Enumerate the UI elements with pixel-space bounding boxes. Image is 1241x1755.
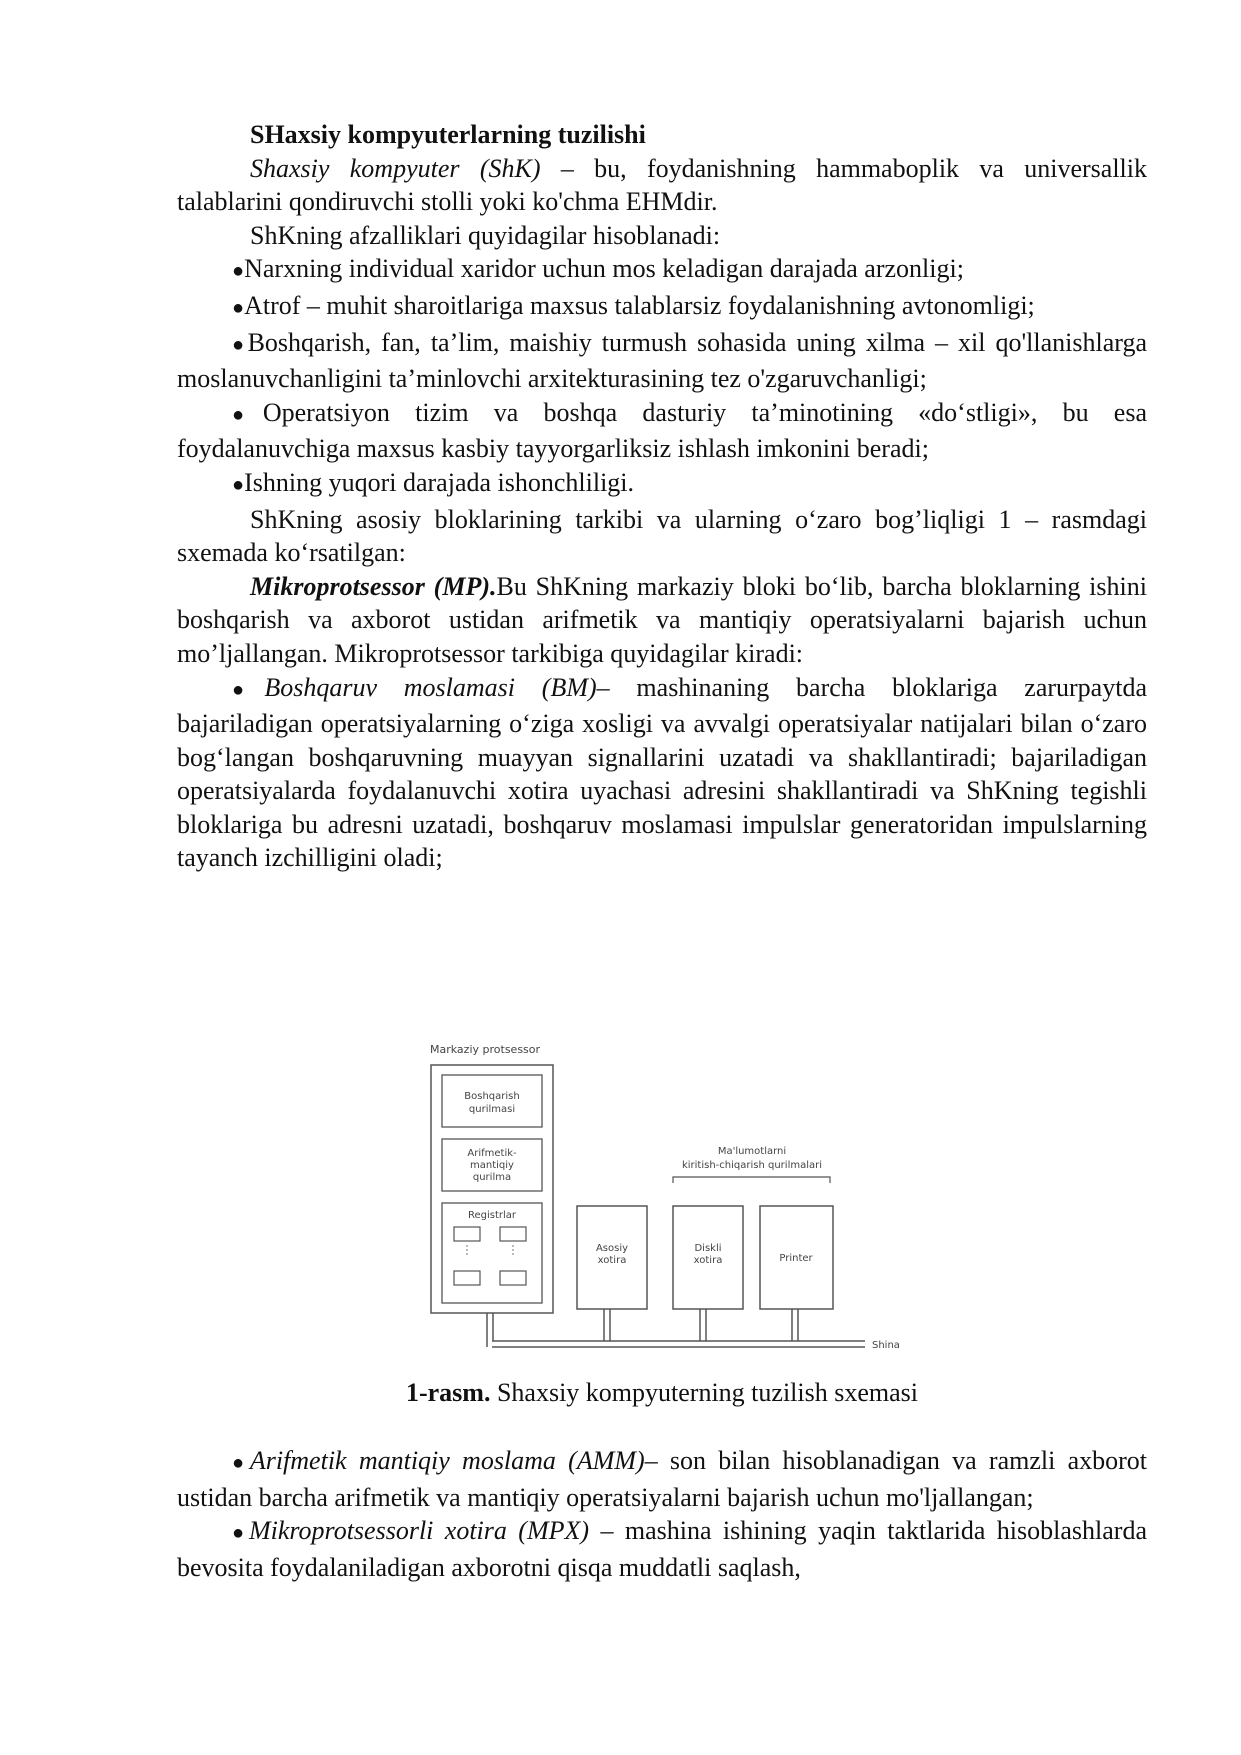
control-unit-label: Boshqarish [464,1091,520,1102]
list-item: ●Atrof – muhit sharoitlariga maxsus talablarsiz foydalanishning avtonomligi; [232,290,1035,320]
alu-label: mantiqiy [470,1160,514,1171]
bullet-icon: ● [232,473,245,496]
io-group-label: kiritish-chiqarish qurilmalari [681,1160,823,1171]
alu-label: qurilma [472,1172,512,1183]
disk-storage-label: xotira [693,1255,723,1266]
list-item: ●Narxning individual xaridor uchun mos keladigan darajada arzonligi; [232,254,964,284]
paragraph-definition [177,152,1147,219]
bullet-icon: ● [232,260,245,283]
section-heading: SHaxsiy kompyuterlarning tuzilishi [250,120,646,149]
list-item: ●Boshqarish, fan, ta’lim, maishiy turmush sohasida uning xilma – xil qo'llanishlarga moslanuvchanligini ta’minlovchi arxitekturasining tez o'zgaruvchanligi; [177,327,1147,394]
paragraph-microprocessor: Mikroprotsessor (MP).Bu ShKning markaziy bloki bo‘lib, barcha bloklarning ishini boshqarish va axborot ustidan arifmetik va mantiqiy operatsiyalarni bajarish uchun mo’ljallangan. Mikroprotsessor tarkibiga quyidagilar kiradi: [177,571,1147,668]
bullet-icon: ● [232,333,248,356]
registers-label: Registrlar [467,1210,517,1221]
figure-caption [177,1376,1147,1410]
alu-label: Arifmetik- [467,1148,517,1159]
list-item: ●Boshqaruv moslamasi (BM)– mashinaning barcha bloklariga zarurpaytda bajariladigan operatsiyalarning o‘ziga xosligi va avvalgi operatsiyalar natijalari bilan o‘zaro bog‘langan boshqaruvning muayyan signallarini uzatadi va shakllantiradi; bajariladigan operatsiyalarda foydalanuvchi xotira uyachasi adresini shakllantiradi va ShKning tegishli bloklariga bu adresni uzatadi, boshqaruv moslamasi impulslar generatoridan impulslarning tayanch izchilligini oladi; [177,672,1147,873]
register-cell [500,1271,526,1285]
text-block-bottom [177,1444,1147,1584]
term-bm: Boshqaruv moslamasi (BM) [264,672,597,702]
io-group-label: Ma'lumotlarni [717,1146,787,1157]
cpu-label: Markaziy protsessor [430,1043,541,1056]
term-shk: Shaxsiy kompyuter (ShK) [250,153,541,183]
register-cell [454,1271,480,1285]
main-memory-label: Asosiy [595,1243,629,1254]
definition-text: – bu, foydanishning hammaboplik va universallik talablarini qondiruvchi stolli yoki ko'chma EHMdir. [177,153,1147,217]
io-group-bracket [673,1177,830,1183]
term-mp: Mikroprotsessor (MP). [250,571,497,601]
bullet-icon: ● [232,1452,250,1474]
caption-number: 1-rasm. [405,1378,491,1407]
bullet-icon: ● [232,678,265,701]
disk-storage-label: Diskli [694,1243,722,1254]
caption-text: Shaxsiy kompyuterning tuzilish sxemasi [490,1378,918,1407]
bullet-icon: ● [232,1522,249,1545]
printer-label: Printer [779,1253,813,1264]
paragraph-advantages-intro: ShKning afzalliklari quyidagilar hisoblanadi: [250,220,721,250]
register-cell [454,1227,480,1241]
term-mpx: Mikroprotsessorli xotira (MPX) [248,1516,590,1546]
register-cell [500,1227,526,1241]
system-bus [487,1309,865,1347]
list-item: ●Mikroprotsessorli xotira (MPX) – mashina ishining yaqin taktlarida hisoblashlarda bevosita foydalaniladigan axborotni qisqa muddatli saqlash, [177,1516,1147,1582]
text-block-top [177,118,1147,875]
paragraph-scheme-ref: ShKning asosiy bloklarining tarkibi va ularning o‘zaro bog’liqligi 1 – rasmdagi sxemada ko‘rsatilgan: [177,504,1147,568]
list-item: ●Operatsiyon tizim va boshqa dasturiy ta’minotining «do‘stligi», bu esa foydalanuvchiga maxsus kasbiy tayyorgarliksiz ishlash imkonini beradi; [177,397,1147,464]
bullet-icon: ● [232,296,245,319]
list-item: ●Arifmetik mantiqiy moslama (AMM)– son bilan hisoblanadigan va ramzli axborot ustidan barcha arifmetik va mantiqiy operatsiyalarni bajarish uchun mo'ljallangan; [177,1446,1147,1512]
bus-label: Shina [872,1340,900,1351]
term-amm: Arifmetik mantiqiy moslama (AMM) [249,1446,645,1475]
cpu-box [431,1065,553,1313]
pc-structure-diagram [430,1043,910,1353]
control-unit-label: qurilmasi [468,1104,516,1115]
list-item: ●Ishning yuqori darajada ishonchliligi. [232,467,635,497]
bullet-icon: ● [232,403,263,426]
main-memory-label: xotira [597,1255,627,1266]
